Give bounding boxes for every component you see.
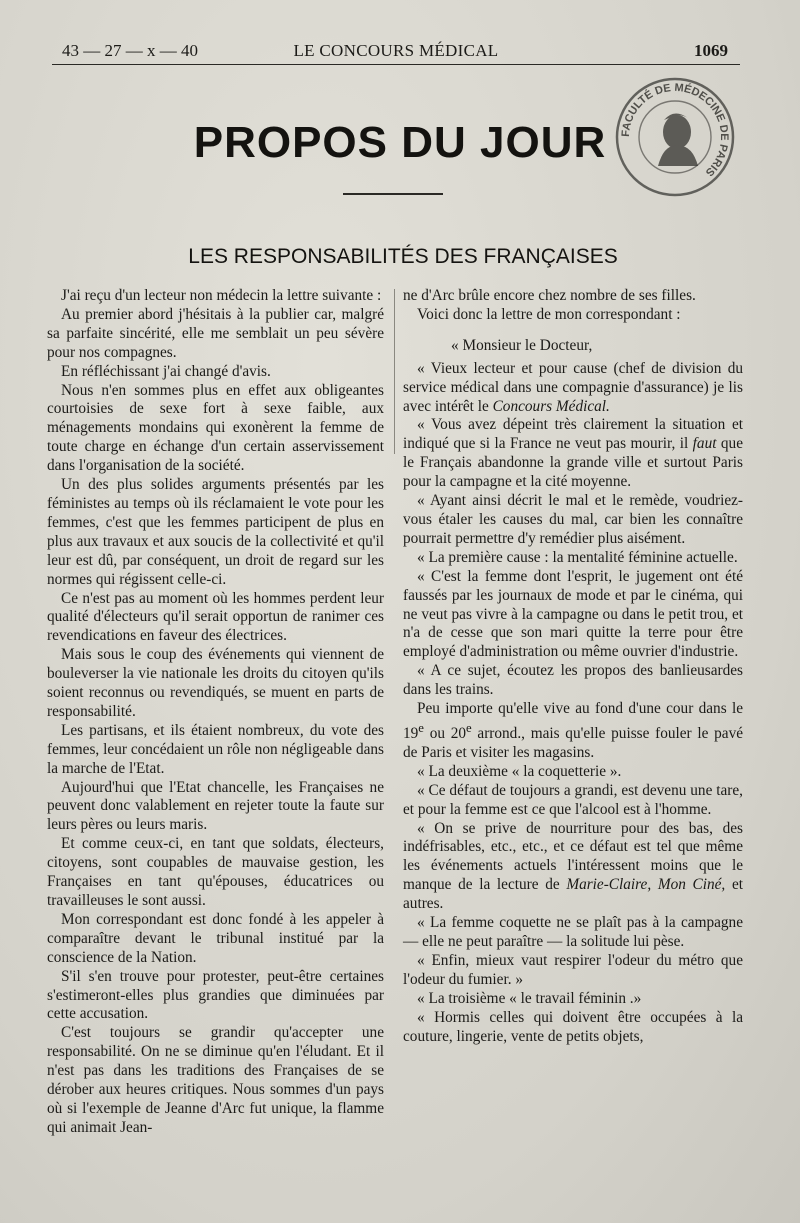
paragraph: J'ai reçu d'un lecteur non médecin la lettre suivante :: [61, 287, 382, 304]
letter-paragraph: « Vieux lecteur et pour cause (chef de division du service médical dans une compagnie d'assurance) je lis avec intérêt le Concours Médical.: [403, 359, 743, 415]
page-title: PROPOS DU JOUR: [193, 118, 607, 167]
page-number: 1069: [694, 41, 728, 60]
letter-salutation: « Monsieur le Docteur,: [451, 336, 593, 354]
journal-name: LE CONCOURS MÉDICAL: [293, 41, 499, 60]
paragraph: Mon correspondant est donc fondé à les appeler à comparaître devant le tribunal institué par la conscience de la Nation.: [47, 910, 384, 966]
letter-paragraph: « Ce défaut de toujours a grandi, est devenu une tare, et pour la femme est ce que l'alcool est à l'homme.: [403, 781, 743, 818]
letter-paragraph: Peu importe qu'elle vive au fond d'une cour dans le 19e ou 20e arrond., mais qu'elle puisse fouler le pavé de Paris et visiter les magasins.: [403, 700, 744, 761]
paragraph: Les partisans, et ils étaient nombreux, du vote des femmes, leur concédaient un rôle non négligeable dans la marche de l'Etat.: [47, 721, 384, 777]
paragraph: Nous n'en sommes plus en effet aux obligeantes courtoisies de sexe fort à sexe faible, aux ménagements mondains qui exonèrent la femme de toute charge en échange d'un certain asservissement dans l'organisation de la société.: [47, 381, 384, 475]
paragraph: Voici donc la lettre de mon correspondant :: [417, 305, 681, 323]
issue-date: 43 — 27 — x — 40: [62, 41, 198, 60]
paragraph: C'est toujours se grandir qu'accepter une responsabilité. On ne se diminue qu'en l'éludant. Et il n'est pas dans les traditions des Françaises de se dérober aux heures critiques. Nous sommes d'un pays où si l'exemple de Jeanne d'Arc fut unique, la flamme qui animait Jean-: [47, 1024, 384, 1136]
letter-paragraph: « La deuxième « la coquetterie ».: [417, 762, 622, 780]
stamp-text: FACULTÉ DE MÉDECINE DE PARIS: [619, 81, 731, 179]
letter-paragraph: « Enfin, mieux vaut respirer l'odeur du métro que l'odeur du fumier. »: [403, 951, 743, 988]
journal-reference: Concours Médical.: [492, 397, 610, 415]
letter-paragraph: « La femme coquette ne se plaît pas à la campagne — elle ne peut paraître — la solitude lui pèse.: [403, 914, 743, 950]
paragraph: En réfléchissant j'ai changé d'avis.: [61, 362, 271, 380]
title-rule: [343, 193, 443, 195]
paragraph: Mais sous le coup des événements qui viennent de bouleverser la vie nationale les droits du citoyen qu'ils soient reconnus ou revendiqués, se muent en parts de responsabilité.: [47, 646, 384, 720]
column-divider: [394, 289, 395, 454]
paragraph-continuation: ne d'Arc brûle encore chez nombre de ses filles.: [403, 287, 696, 304]
article-subtitle: LES RESPONSABILITÉS DES FRANÇAISES: [188, 245, 618, 268]
letter-paragraph: « Vous avez dépeint très clairement la situation et indiqué que si la France ne veut pas mourir, il faut que le Français abandonne la grande ville et surtout Paris pour la campagne et la cité moyenne.: [403, 416, 743, 491]
paragraph: Ce n'est pas au moment où les hommes perdent leur qualité d'électeurs qu'il serait opportun de ranimer ces revendications en faveur des électrices.: [47, 589, 384, 645]
left-column: [47, 287, 384, 1138]
letter-paragraph: « Hormis celles qui doivent être occupées à la couture, lingerie, vente de petits objets,: [403, 1008, 743, 1045]
letter-paragraph: « La première cause : la mentalité féminine actuelle.: [417, 548, 738, 566]
letter-paragraph: « C'est la femme dont l'esprit, le jugement ont été faussés par les journaux de mode et par le cinéma, qui ne veut pas vivre à la campagne ou dans le petit trou, et n'a de cesse que son mari quitte la terre pour être employé d'administration ou même ouvrier d'industrie.: [403, 567, 743, 661]
letter-paragraph: « A ce sujet, écoutez les propos des banlieusardes dans les trains.: [403, 662, 743, 699]
letter-paragraph: « Ayant ainsi décrit le mal et le remède, voudriez-vous étaler les causes du mal, car bien les connaître pourrait permettre d'y remédier plus aisément.: [403, 492, 743, 547]
letter-paragraph: « La troisième « le travail féminin .»: [417, 989, 642, 1007]
magazine-titles: Marie-Claire, Mon Ciné,: [566, 876, 726, 894]
paragraph: Aujourd'hui que l'Etat chancelle, les Françaises ne peuvent donc valablement en rejeter toute la faute sur leurs pères ou leurs maris.: [47, 778, 384, 834]
paragraph: S'il s'en trouve pour protester, peut-être certaines s'estimeront-elles plus grandies que diminuées par cette accusation.: [47, 967, 384, 1023]
paragraph: Au premier abord j'hésitais à la publier car, malgré sa parfaite sincérité, elle me semblait un peu sévère pour nos compagnes.: [47, 305, 384, 361]
right-column: [403, 287, 743, 1046]
paragraph: Un des plus solides arguments présentés par les féministes au temps où ils réclamaient le vote pour les femmes, c'est que les femmes participent de plus en plus aux travaux et aux soucis de la collectivité et qu'il leur est dû, par conséquent, un droit de regard sur les normes qui régissent celle-ci.: [47, 476, 384, 588]
running-header: [52, 40, 740, 65]
paragraph: Et comme ceux-ci, en tant que soldats, électeurs, citoyens, sont coupables de mauvaise gestion, les Françaises en tant qu'épouses, éducatrices ou travailleuses le sont aussi.: [47, 835, 384, 909]
letter-paragraph: « On se prive de nourriture pour des bas, des indéfrisables, etc., etc., et ce défaut est tel que même les événements actuels l'intéressent moins que le manque de la lecture de Marie-Claire, Mon Ciné, et autres.: [403, 819, 743, 913]
